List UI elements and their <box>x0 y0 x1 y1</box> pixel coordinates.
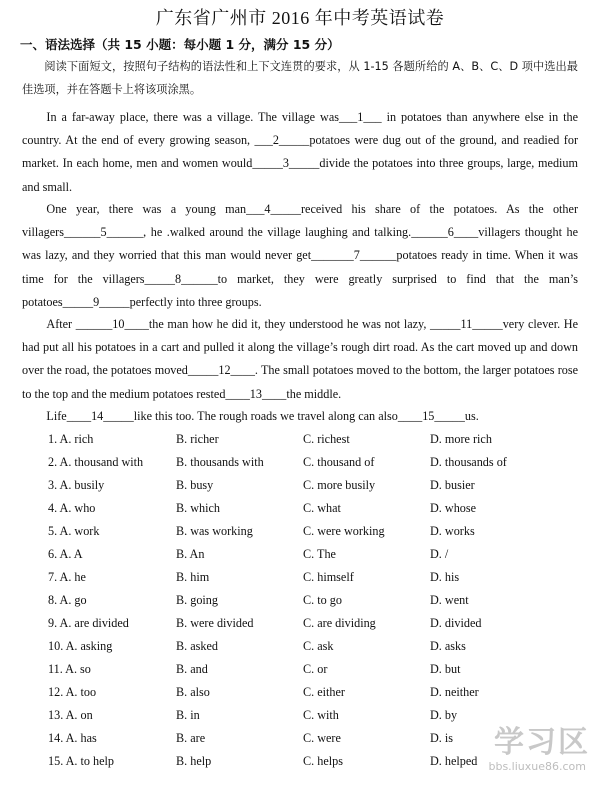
option-b: B. also <box>176 685 210 699</box>
option-c: C. richest <box>303 432 350 446</box>
option-a: 12. A. too <box>48 685 97 699</box>
option-d: D. / <box>430 547 449 561</box>
option-d: D. asks <box>430 639 466 653</box>
option-b: B. was working <box>176 524 253 538</box>
option-a: 3. A. busily <box>48 478 105 492</box>
option-a: 2. A. thousand with <box>48 455 144 469</box>
option-d: D. helped <box>430 754 478 768</box>
option-b: B. in <box>176 708 200 722</box>
option-d: D. whose <box>430 501 477 515</box>
option-d: D. by <box>430 708 458 722</box>
option-a: 11. A. so <box>48 662 91 676</box>
option-b: B. are <box>176 731 206 745</box>
option-c: C. or <box>303 662 328 676</box>
option-a: 1. A. rich <box>48 432 94 446</box>
section-heading: 一、语法选择（共 15 小题：每小题 1 分，满分 15 分） <box>20 37 340 52</box>
option-a: 4. A. who <box>48 501 96 515</box>
option-row <box>48 474 588 497</box>
option-b: B. richer <box>176 432 219 446</box>
passage-paragraph-3: After ______10____the man how he did it, they understood he was not lazy, _____11_____very clever. He had put all his potatoes in a cart and pulled it along the village’s rough dirt road. As the cart moved up and down over the road, the potatoes moved_____12____. The small potatoes moved to the bottom, the larger potatoes rose to the top and the medium potatoes rested____13____the middle. <box>22 317 578 401</box>
option-d: D. his <box>430 570 460 584</box>
option-row <box>48 681 588 704</box>
option-c: C. are dividing <box>303 616 376 630</box>
option-a: 15. A. to help <box>48 754 115 768</box>
site-watermark <box>444 717 594 773</box>
passage-paragraph-1: In a far-away place, there was a village. The village was___1___ in potatoes than anywhere else in the country. At the end of every growing season, ___2_____potatoes were dug out of the ground, and readied for market. In each home, men and women would_____3_____divide the potatoes into three groups, large, medium and small. <box>22 110 578 194</box>
option-c: C. ask <box>303 639 334 653</box>
option-row <box>48 451 588 474</box>
option-b: B. going <box>176 593 218 607</box>
option-c: C. were <box>303 731 341 745</box>
option-row <box>48 658 588 681</box>
option-c: C. with <box>303 708 339 722</box>
option-b: B. An <box>176 547 205 561</box>
option-row <box>48 589 588 612</box>
option-a: 5. A. work <box>48 524 100 538</box>
option-d: D. went <box>430 593 469 607</box>
option-d: D. is <box>430 731 454 745</box>
option-b: B. asked <box>176 639 218 653</box>
option-b: B. were divided <box>176 616 254 630</box>
option-row <box>48 520 588 543</box>
option-c: C. himself <box>303 570 354 584</box>
watermark-url: bbs.liuxue86.com <box>488 760 586 773</box>
option-c: C. to go <box>303 593 342 607</box>
option-c: C. either <box>303 685 345 699</box>
option-c: C. thousand of <box>303 455 375 469</box>
passage-paragraph-4: Life____14_____like this too. The rough roads we travel along can also____15_____us. <box>46 409 479 423</box>
option-row <box>48 635 588 658</box>
option-c: C. more busily <box>303 478 376 492</box>
option-c: C. were working <box>303 524 385 538</box>
option-d: D. neither <box>430 685 479 699</box>
watermark-logo-text: 学习区 <box>494 725 590 760</box>
option-row <box>48 612 588 635</box>
option-c: C. helps <box>303 754 343 768</box>
option-a: 9. A. are divided <box>48 616 129 630</box>
option-row <box>48 497 588 520</box>
option-c: C. what <box>303 501 341 515</box>
option-b: B. which <box>176 501 221 515</box>
option-d: D. but <box>430 662 461 676</box>
option-a: 6. A. A <box>48 547 83 561</box>
option-b: B. and <box>176 662 208 676</box>
option-a: 13. A. on <box>48 708 93 722</box>
option-a: 14. A. has <box>48 731 97 745</box>
option-a: 7. A. he <box>48 570 86 584</box>
option-b: B. thousands with <box>176 455 264 469</box>
option-b: B. him <box>176 570 210 584</box>
option-b: B. help <box>176 754 212 768</box>
option-row <box>48 428 588 451</box>
option-c: C. The <box>303 547 336 561</box>
option-d: D. works <box>430 524 475 538</box>
instructions-paragraph: 阅读下面短文，按照句子结构的语法性和上下文连贯的要求，从 1-15 各题所给的 A、B、C、D 项中选出最佳选项，并在答题卡上将该项涂黑。 <box>22 60 578 97</box>
passage-paragraph-2: One year, there was a young man___4_____received his share of the potatoes. As the other villagers______5______, he .walked around the village laughing and talking.______6____villagers thought he was lazy, and they worried that this man would never get_______7______potatoes ready in time. When it was time for the villagers_____8______to market, they were greatly surprised to find that the man’s potatoes_____9_____perfectly into three groups. <box>22 202 578 309</box>
option-b: B. busy <box>176 478 214 492</box>
option-d: D. busier <box>430 478 475 492</box>
option-d: D. divided <box>430 616 482 630</box>
option-a: 10. A. asking <box>48 639 113 653</box>
option-d: D. more rich <box>430 432 492 446</box>
option-row <box>48 543 588 566</box>
page-title: 广东省广州市 2016 年中考英语试卷 <box>155 8 445 28</box>
option-d: D. thousands of <box>430 455 507 469</box>
option-a: 8. A. go <box>48 593 87 607</box>
option-row <box>48 566 588 589</box>
